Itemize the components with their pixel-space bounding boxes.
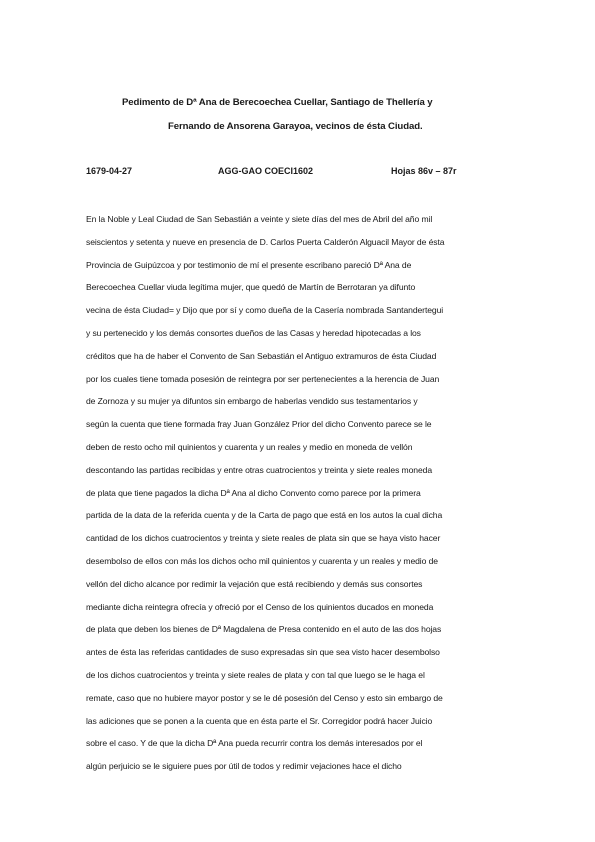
document-title-line-1: Pedimento de Dª Ana de Berecoechea Cuellar, Santiago de Thellería y xyxy=(122,97,433,108)
body-line: mediante dicha reintegra ofrecía y ofreció por el Censo de los quinientos ducados en moneda xyxy=(86,601,434,612)
body-line: por los cuales tiene tomada posesión de reintegra por ser pertenecientes a la herencia de Juan xyxy=(86,373,440,384)
body-line: de plata que tiene pagados la dicha Dª Ana al dicho Convento como parece por la primera xyxy=(86,487,421,498)
body-line: vellón del dicho alcance por redimir la vejación que está recibiendo y demás sus consortes xyxy=(86,578,423,589)
document-body xyxy=(86,208,520,778)
body-line: Berecoechea Cuellar viuda legítima mujer, que quedó de Martín de Berrotaran ya difunto xyxy=(86,282,416,293)
body-line: Provincia de Guipúzcoa y por testimonio de mí el presente escribano pareció Dª Ana de xyxy=(86,259,412,270)
document-title-line-2: Fernando de Ansorena Garayoa, vecinos de ésta Ciudad. xyxy=(168,121,423,132)
body-line: seiscientos y setenta y nueve en presencia de D. Carlos Puerta Calderón Alguacil Mayor de ésta xyxy=(86,236,445,247)
body-line: de Zornoza y su mujer ya difuntos sin embargo de haberlas vendido sus testamentarios y xyxy=(86,396,418,407)
body-line: deben de resto ocho mil quinientos y cuarenta y un reales y medio en moneda de vellón xyxy=(86,441,413,452)
body-line: desembolso de ellos con más los dichos ocho mil quinientos y cuarenta y un reales y medio de xyxy=(86,555,438,566)
document-date: 1679-04-27 xyxy=(86,166,133,176)
body-line: y su pertenecido y los demás consortes dueños de las Casas y heredad hipotecadas a los xyxy=(86,327,421,338)
body-line: En la Noble y Leal Ciudad de San Sebastián a veinte y siete días del mes de Abril del año mil xyxy=(86,214,433,224)
body-line: las adiciones que se ponen a la cuenta que en ésta parte el Sr. Corregidor podrá hacer Juicio xyxy=(86,715,433,726)
body-line: de plata que deben los bienes de Dª Magdalena de Presa contenido en el auto de las dos hojas xyxy=(86,624,442,635)
body-line: descontando las partidas recibidas y entre otras cuatrocientos y treinta y siete reales moneda xyxy=(86,464,433,475)
body-line: remate, caso que no hubiere mayor postor y se le dé posesión del Censo y esto sin embargo de xyxy=(86,692,443,703)
body-line: vecina de ésta Ciudad= y Dijo que por sí y como dueña de la Casería nombrada Santandertegui xyxy=(86,305,444,316)
body-line: cantidad de los dichos cuatrocientos y treinta y siete reales de plata sin que se haya visto hacer xyxy=(86,533,441,544)
body-line: sobre el caso. Y de que la dicha Dª Ana pueda recurrir contra los demás interesados por el xyxy=(86,738,423,749)
body-line: según la cuenta que tiene formada fray Juan González Prior del dicho Convento parece se le xyxy=(86,419,432,430)
body-line: partida de la data de la referida cuenta y de la Carta de pago que está en los autos la cual dicha xyxy=(86,510,443,521)
document-folios: Hojas 86v – 87r xyxy=(391,166,457,176)
body-line: algún perjuicio se le siguiere pues por útil de todos y redimir vejaciones hace el dicho xyxy=(86,761,402,772)
document-reference: AGG-GAO COECI1602 xyxy=(218,166,314,176)
body-line: antes de ésta las referidas cantidades de suso expresadas sin que sea visto hacer desembolso xyxy=(86,647,440,658)
body-line: créditos que ha de haber el Convento de San Sebastián el Antiguo extramuros de ésta Ciudad xyxy=(86,350,437,361)
body-line: de los dichos cuatrocientos y treinta y siete reales de plata y con tal que luego se le haga el xyxy=(86,669,425,680)
